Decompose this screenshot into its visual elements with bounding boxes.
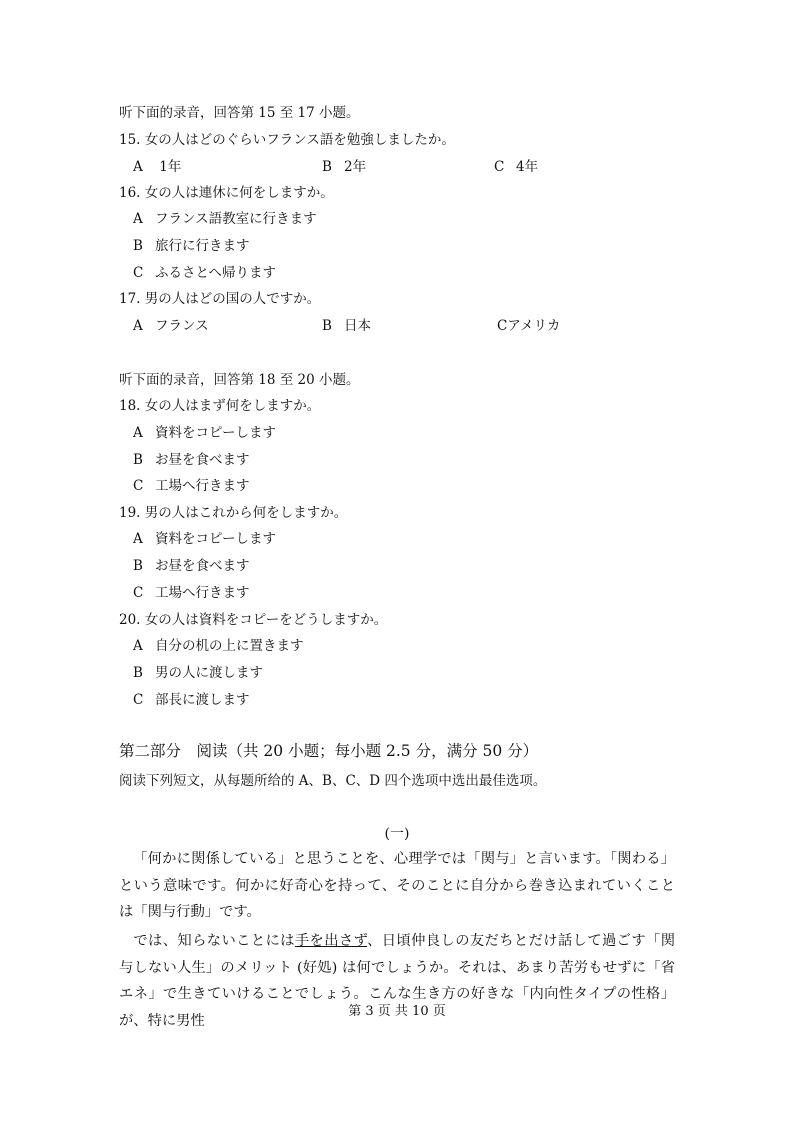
- q17-option-a: A フランス: [133, 318, 209, 334]
- paragraph-2: では、知らないことには手を出さず、日頃仲良しの友だちとだけ話して過ごす「関与しない人生」のメリット (好処) は何でしょうか。それは、あまり苦労もせずに「省エネ」で生きていけることでしょう。こんな生き方の好きな「内向性タイプの性格」が、特に男性: [119, 933, 676, 1029]
- q15-option-c: C 4年: [494, 159, 539, 175]
- question-20: 20. 女の人は資料をコピーをどうしますか。: [119, 612, 388, 628]
- q19-option-b: B お昼を食べます: [133, 558, 250, 574]
- question-17: 17. 男の人はどの国の人ですか。: [119, 291, 321, 307]
- question-18: 18. 女の人はまず何をしますか。: [119, 398, 321, 414]
- paragraph-1: 「何かに関係している」と思うことを、心理学では「関与」と言います。「関わる」という意味です。何かに好奇心を持って、そのことに自分から巻き込まれていくことは「関与行動」です。: [119, 851, 675, 921]
- q16-option-b: B 旅行に行きます: [133, 238, 250, 254]
- q19-option-c: C 工場へ行きます: [133, 585, 250, 601]
- q16-option-c: C ふるさとへ帰ります: [133, 265, 276, 281]
- q15-option-b: B 2年: [322, 159, 367, 175]
- group2-intro: 听下面的录音，回答第 18 至 20 小题。: [119, 372, 360, 388]
- q20-option-c: C 部長に渡します: [133, 692, 250, 708]
- question-15: 15. 女の人はどのぐらいフランス語を勉強しましたか。: [119, 132, 455, 148]
- underlined-phrase: 手を出さず: [294, 933, 368, 949]
- q19-option-a: A 資料をコピーします: [133, 531, 276, 547]
- q20-option-b: B 男の人に渡します: [133, 665, 263, 681]
- q18-option-b: B お昼を食べます: [133, 452, 250, 468]
- q16-option-a: A フランス語教室に行きます: [133, 211, 317, 227]
- question-19: 19. 男の人はこれから何をしますか。: [119, 505, 348, 521]
- section-title: 第二部分 阅读（共 20 小题；每小题 2.5 分，满分 50 分）: [119, 742, 539, 760]
- q18-option-c: C 工場へ行きます: [133, 478, 250, 494]
- q17-option-c: Cアメリカ: [497, 318, 561, 334]
- q17-option-b: B 日本: [322, 318, 371, 334]
- section-instruction: 阅读下列短文，从每题所给的 A、B、C、D 四个选项中选出最佳选项。: [119, 773, 547, 789]
- passage-number: (一): [384, 826, 410, 842]
- group1-intro: 听下面的录音，回答第 15 至 17 小题。: [119, 105, 360, 121]
- q15-option-a: A 1年: [133, 159, 182, 175]
- q20-option-a: A 自分の机の上に置きます: [133, 638, 304, 654]
- question-16: 16. 女の人は連休に何をしますか。: [119, 185, 334, 201]
- q18-option-a: A 資料をコピーします: [133, 425, 276, 441]
- page-footer: 第 3 页 共 10 页: [348, 1004, 446, 1019]
